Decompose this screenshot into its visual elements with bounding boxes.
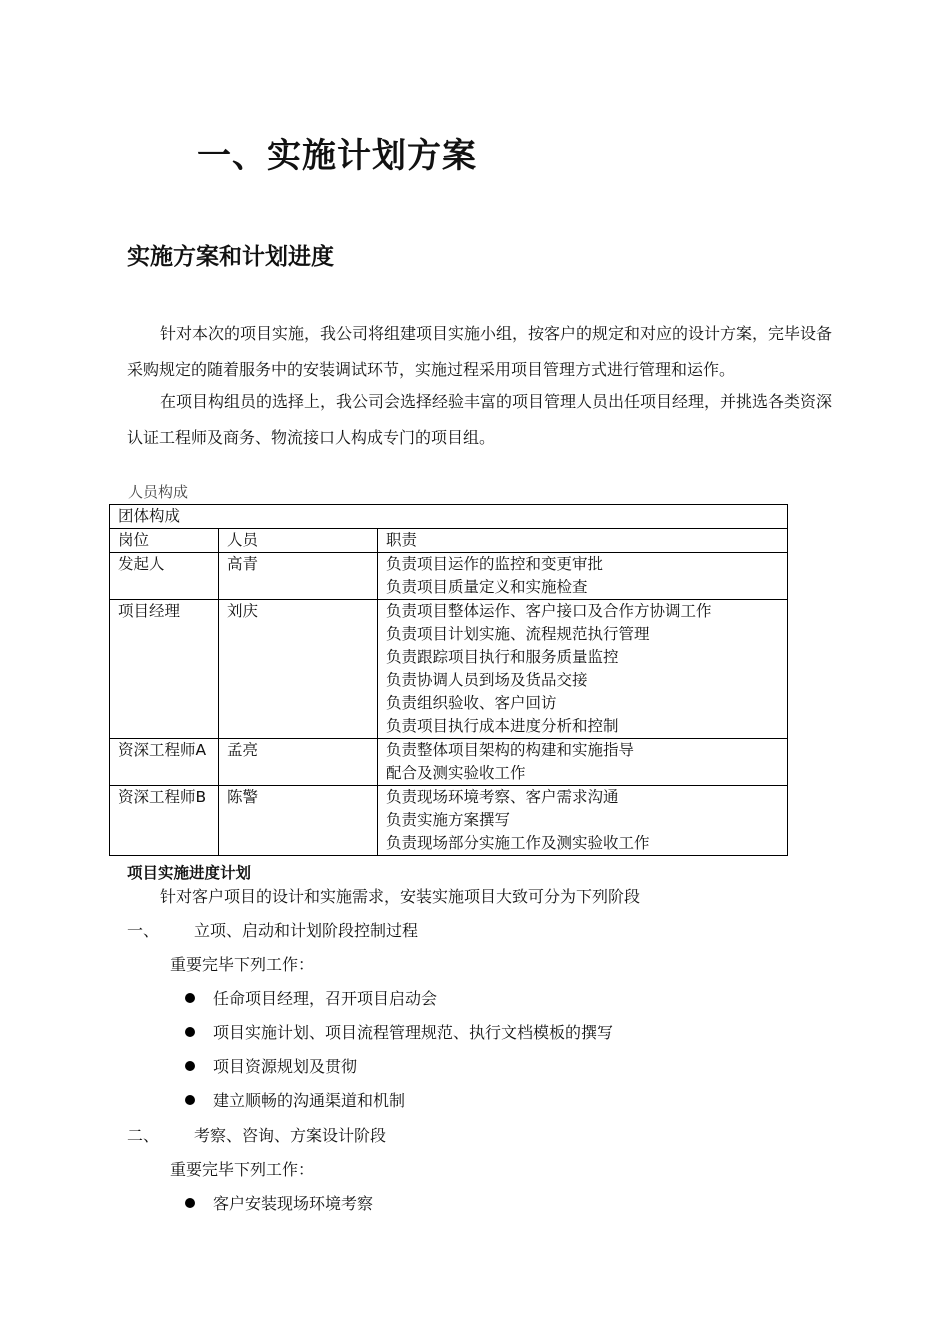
- stage-heading: [127, 918, 827, 942]
- stage-number: 二、: [127, 1126, 160, 1145]
- stage-title: 考察、咨询、方案设计阶段: [194, 1126, 387, 1145]
- list-item-text: 建立顺畅的沟通渠道和机制: [213, 1091, 406, 1110]
- list-item: [185, 1054, 357, 1077]
- paragraph: 在项目构组员的选择上，我公司会选择经验丰富的项目管理人员出任项目经理，并挑选各类资深认证工程师及商务、物流接口人构成专门的项目组。: [127, 392, 833, 447]
- column-header: 岗位: [110, 529, 219, 553]
- table-row: [110, 600, 788, 739]
- duty-line: 负责项目整体运作、客户接口及合作方协调工作: [386, 602, 712, 620]
- list-item: [185, 986, 437, 1009]
- table-row: [110, 553, 788, 600]
- list-item-text: 客户安装现场环境考察: [213, 1194, 374, 1213]
- stage-number: 一、: [127, 921, 160, 940]
- stage-heading: [127, 1123, 827, 1147]
- bullet-icon: [185, 1061, 195, 1071]
- person-cell: 陈警: [219, 786, 378, 856]
- role-cell: 发起人: [110, 553, 219, 600]
- stage-note: 重要完毕下列工作：: [170, 1160, 315, 1179]
- duty-line: 负责项目计划实施、流程规范执行管理: [386, 625, 650, 643]
- list-item-text: 任命项目经理，召开项目启动会: [213, 989, 438, 1008]
- duty-line: 负责实施方案撰写: [386, 811, 511, 829]
- duty-line: 负责项目质量定义和实施检查: [386, 578, 588, 596]
- duty-line: 负责跟踪项目执行和服务质量监控: [386, 648, 619, 666]
- stage-note: 重要完毕下列工作：: [170, 955, 315, 974]
- list-item: [185, 1191, 373, 1214]
- table-row: [110, 739, 788, 786]
- team-table: [109, 504, 788, 856]
- list-item: [185, 1020, 613, 1043]
- person-cell: 孟亮: [219, 739, 378, 786]
- person-cell: 刘庆: [219, 600, 378, 739]
- paragraph: 针对本次的项目实施，我公司将组建项目实施小组，按客户的规定和对应的设计方案，完毕设备采购规定的随着服务中的安装调试环节，实施过程采用项目管理方式进行管理和运作。: [127, 324, 833, 379]
- stage-title: 立项、启动和计划阶段控制过程: [194, 921, 419, 940]
- duty-line: 负责协调人员到场及货品交接: [386, 671, 588, 689]
- column-header: 人员: [219, 529, 378, 553]
- page-title: 一、实施计划方案: [197, 136, 477, 176]
- plan-heading: 项目实施进度计划: [127, 864, 252, 882]
- person-cell: 高青: [219, 553, 378, 600]
- bullet-icon: [185, 1027, 195, 1037]
- role-cell: 项目经理: [110, 600, 219, 739]
- table-header-row: [110, 529, 788, 553]
- plan-intro: 针对客户项目的设计和实施需求，安装实施项目大致可分为下列阶段: [160, 887, 641, 906]
- bullet-icon: [185, 1095, 195, 1105]
- role-cell: 资深工程师A: [110, 739, 219, 786]
- table-caption: 人员构成: [128, 483, 189, 501]
- duty-line: 配合及测实验收工作: [386, 764, 526, 782]
- duties-cell: [378, 786, 788, 856]
- duty-line: 负责现场部分实施工作及测实验收工作: [386, 834, 650, 852]
- duties-cell: [378, 600, 788, 739]
- table-group-header-row: [110, 505, 788, 529]
- duty-line: 负责现场环境考察、客户需求沟通: [386, 788, 619, 806]
- list-item-text: 项目资源规划及贯彻: [213, 1057, 358, 1076]
- duty-line: 负责整体项目架构的构建和实施指导: [386, 741, 635, 759]
- bullet-icon: [185, 1198, 195, 1208]
- role-cell: 资深工程师B: [110, 786, 219, 856]
- duty-line: 负责组织验收、客户回访: [386, 694, 557, 712]
- duty-line: 负责项目运作的监控和变更审批: [386, 555, 604, 573]
- table-row: [110, 786, 788, 856]
- bullet-icon: [185, 993, 195, 1003]
- duty-line: 负责项目执行成本进度分析和控制: [386, 717, 619, 735]
- list-item-text: 项目实施计划、项目流程管理规范、执行文档模板的撰写: [213, 1023, 614, 1042]
- list-item: [185, 1088, 405, 1111]
- duties-cell: [378, 739, 788, 786]
- table-group-header: 团体构成: [110, 505, 788, 529]
- duties-cell: [378, 553, 788, 600]
- column-header: 职责: [378, 529, 788, 553]
- section-heading: 实施方案和计划进度: [127, 244, 334, 270]
